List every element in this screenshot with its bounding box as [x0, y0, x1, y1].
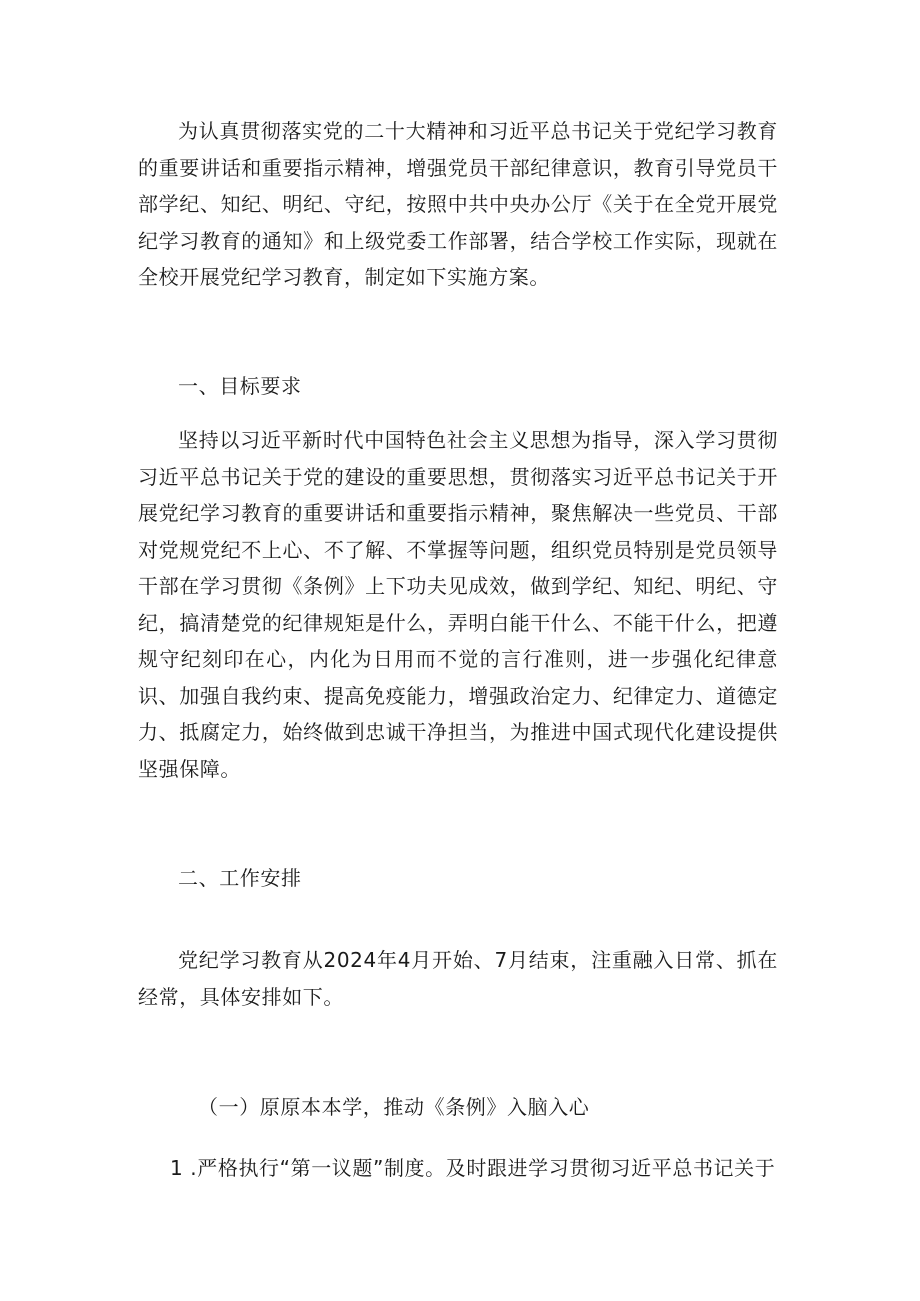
- item-paragraph-first-agenda: 1 .严格执行“第一议题”制度。及时跟进学习贯彻习近平总书记关于: [170, 1156, 776, 1180]
- section-heading-arrangements: 二、工作安排: [178, 866, 302, 890]
- arrangements-paragraph: 党纪学习教育从2024年4月开始、7月结束，注重融入日常、抓在经常，具体安排如下。: [138, 948, 778, 1009]
- intro-paragraph: 为认真贯彻落实党的二十大精神和习近平总书记关于党纪学习教育的重要讲话和重要指示精神，增强党员干部纪律意识，教育引导党员干部学纪、知纪、明纪、守纪，按照中共中央办公厅《关于在全党开展党纪学习教育的通知》和上级党委工作部署，结合学校工作实际，现就在全校开展党纪学习教育，制定如下实施方案。: [138, 119, 778, 289]
- subsection-heading-study: （一）原原本本学，推动《条例》入脑入心: [198, 1095, 590, 1119]
- goals-paragraph: 坚持以习近平新时代中国特色社会主义思想为指导，深入学习贯彻习近平总书记关于党的建设的重要思想，贯彻落实习近平总书记关于开展党纪学习教育的重要讲话和重要指示精神，聚焦解决一些党员、干部对党规党纪不上心、不了解、不掌握等问题，组织党员特别是党员领导干部在学习贯彻《条例》上下功夫见成效，做到学纪、知纪、明纪、守纪，搞清楚党的纪律规矩是什么，弄明白能干什么、不能干什么，把遵规守纪刻印在心，内化为日用而不觉的言行准则，进一步强化纪律意识、加强自我约束、提高免疫能力，增强政治定力、纪律定力、道德定力、抵腐定力，始终做到忠诚干净担当，为推进中国式现代化建设提供坚强保障。: [138, 428, 778, 781]
- section-heading-goals: 一、目标要求: [178, 374, 302, 398]
